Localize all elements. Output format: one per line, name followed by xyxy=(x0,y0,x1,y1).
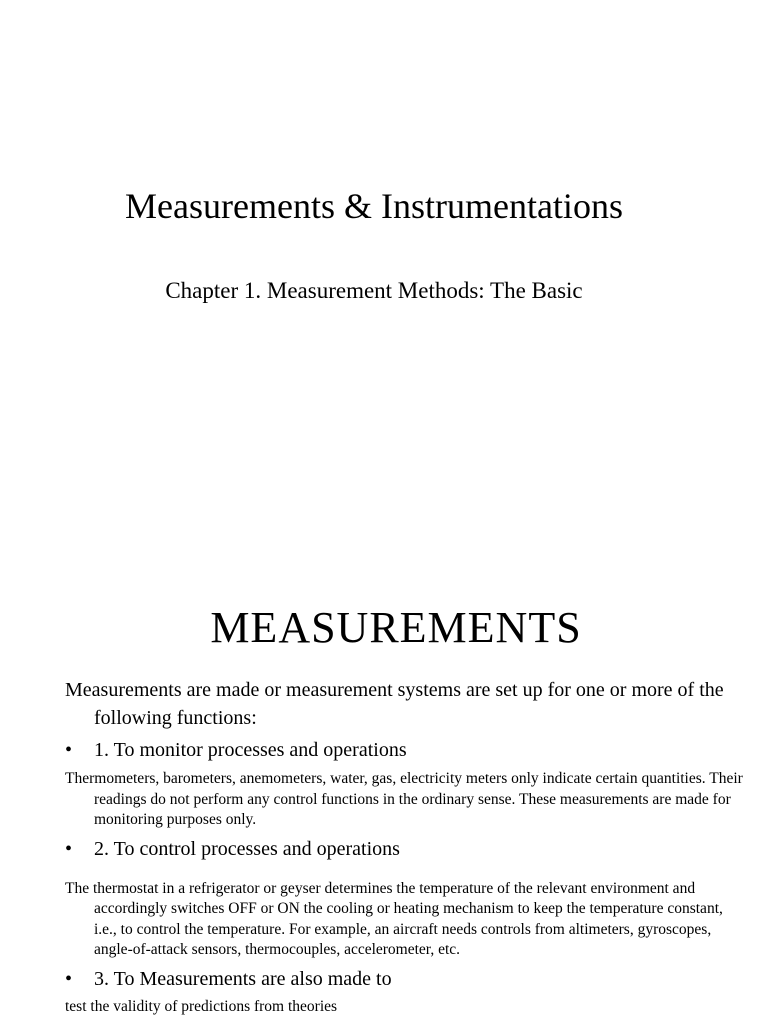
bullet-item-3 xyxy=(65,965,745,993)
bullet-label: 3. To Measurements are also made to xyxy=(94,967,392,990)
bullet-label: 1. To monitor processes and operations xyxy=(94,739,407,761)
slide-heading: MEASUREMENTS xyxy=(210,603,582,652)
bullet-glyph: • xyxy=(65,837,73,860)
slide-title: Measurements & Instrumentations xyxy=(125,186,623,226)
bullet-glyph: • xyxy=(65,739,73,761)
intro-paragraph: Measurements are made or measurement systems are set up for one or more of the following functions: xyxy=(65,679,724,729)
bullet-label: 2. To control processes and operations xyxy=(94,837,400,860)
bullet-note-1: Thermometers, barometers, anemometers, water, gas, electricity meters only indicate certain quantities. Their readings do not perform any control functions in the ordinary sense. These measurements are made for monitoring purposes only. xyxy=(65,770,743,828)
measurements-slide xyxy=(0,560,768,1024)
bullet-glyph: • xyxy=(65,967,73,990)
slide-subtitle: Chapter 1. Measurement Methods: The Basic xyxy=(165,278,583,303)
bullet-note-3: test the validity of predictions from theories xyxy=(65,997,338,1015)
bullet-item-2 xyxy=(65,835,745,863)
bullet-item-1 xyxy=(65,736,745,764)
slide-body xyxy=(65,676,745,1017)
bullet-note-2: The thermostat in a refrigerator or geyser determines the temperature of the relevant environment and accordingly switches OFF or ON the cooling or heating mechanism to keep the temperature constant, i.e., to control the temperature. For example, an aircraft needs controls from altimeters, gyroscopes, angle-of-attack sensors, thermocouples, accelerometer, etc. xyxy=(65,879,723,958)
